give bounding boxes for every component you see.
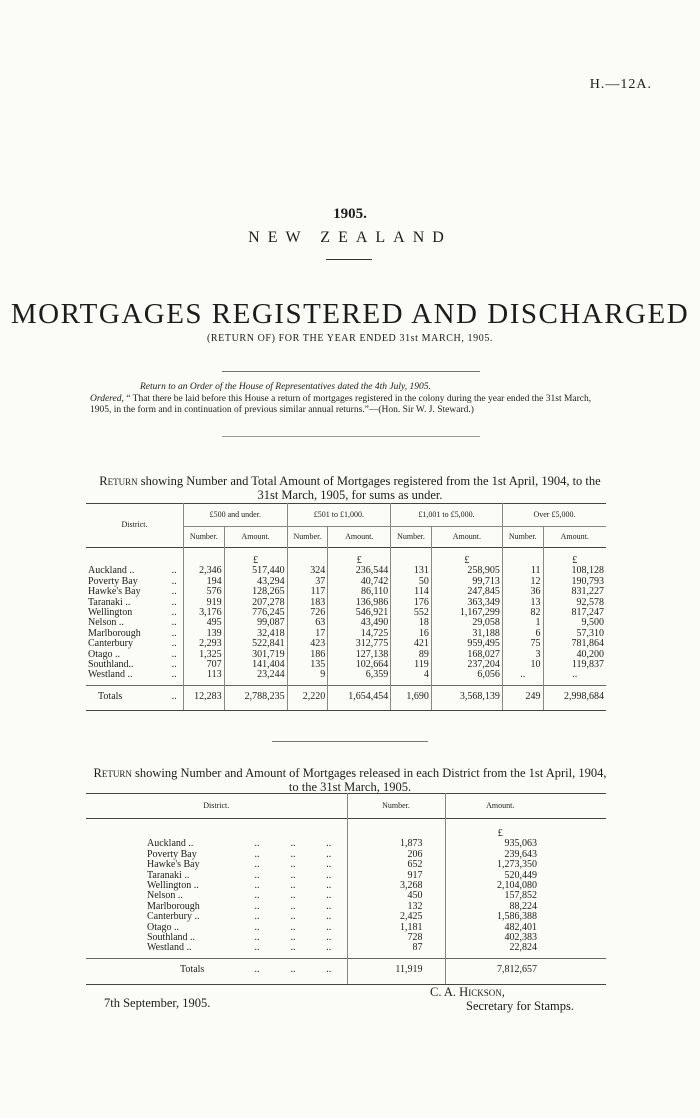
total-value: 11,919 (347, 958, 445, 984)
leader-dots: .. (326, 869, 332, 881)
cell-value: 831,227 (543, 587, 606, 597)
cell-value: 1,586,388 (445, 912, 555, 922)
amount-header: Amount. (445, 794, 555, 819)
order-return-line: Return to an Order of the House of Representatives dated the 4th July, 1905. (140, 382, 431, 392)
cell-value: 92,578 (543, 598, 606, 608)
cell-value: 3,268 (347, 881, 445, 891)
country-heading: NEW ZEALAND (248, 229, 452, 246)
district-name: Southland.. (88, 659, 134, 671)
cell-value: 6,056 (431, 670, 502, 685)
leader-dots: .. (326, 911, 332, 923)
leader-dots: .. (326, 932, 332, 944)
cell-value: 239,643 (445, 850, 555, 860)
leader-dots: .. (165, 685, 183, 710)
cell-value: 12 (502, 577, 543, 587)
table-row (86, 577, 606, 587)
district-name: Taranaki .. (88, 596, 131, 608)
cell-value: 1,167,299 (431, 608, 502, 618)
total-value: 249 (502, 685, 543, 710)
leader-dots: .. (290, 890, 296, 902)
cell-value: 1 (502, 618, 543, 628)
totals-label: Totals (86, 685, 165, 710)
district-name: Auckland .. (147, 838, 194, 850)
cell-value: 312,775 (328, 639, 391, 649)
district-name: Otago .. (88, 648, 120, 660)
number-header: Number. (502, 527, 543, 548)
total-value: 12,283 (184, 685, 225, 710)
cell-value: 89 (391, 650, 432, 660)
district-name: Otago .. (147, 921, 179, 933)
district-name: Marlborough (147, 900, 200, 912)
table1-caption-text: showing Number and Total Amount of Mortgages registered from the 1st April, 1904, to the 31st March, 1905, for sums as under. (137, 474, 601, 502)
total-value: 2,220 (287, 685, 328, 710)
leader-dots: .. (239, 958, 275, 984)
leader-dots: .. (171, 627, 177, 639)
cell-value: 781,864 (543, 639, 606, 649)
cell-value: 108,128 (543, 566, 606, 576)
cell-value: 135 (287, 660, 328, 670)
pound-sign: £ (431, 548, 502, 567)
district-header: District. (203, 800, 230, 810)
leader-dots: .. (254, 911, 260, 923)
cell-value: 324 (287, 566, 328, 576)
leader-dots: .. (171, 669, 177, 681)
leader-dots: .. (326, 838, 332, 850)
cell-value: 450 (347, 891, 445, 901)
cell-value: 139 (184, 629, 225, 639)
cell-value: 522,841 (224, 639, 287, 649)
leader-dots: .. (171, 638, 177, 650)
cell-value: 114 (391, 587, 432, 597)
cell-value: 6,359 (328, 670, 391, 685)
cell-value: 136,986 (328, 598, 391, 608)
leader-dots: .. (326, 942, 332, 954)
cell-value: 40,200 (543, 650, 606, 660)
total-value: 1,654,454 (328, 685, 391, 710)
cell-value: 247,845 (431, 587, 502, 597)
leader-dots: .. (290, 838, 296, 850)
table-row (86, 670, 606, 685)
cell-value: 40,742 (328, 577, 391, 587)
leader-dots: .. (254, 921, 260, 933)
district-header: District. (121, 520, 148, 530)
table-row (86, 660, 606, 670)
district-name: Hawke's Bay (147, 859, 200, 871)
table2-caption (90, 766, 610, 794)
table-row (86, 650, 606, 660)
cell-value: 57,310 (543, 629, 606, 639)
cell-value: 6 (502, 629, 543, 639)
number-header: Number. (184, 527, 225, 548)
group-header-1001-5000: £1,001 to £5,000. (391, 504, 503, 527)
number-header: Number. (287, 527, 328, 548)
table-row (86, 629, 606, 639)
cell-value: 652 (347, 860, 445, 870)
document-date: 7th September, 1905. (104, 996, 211, 1010)
table2-caption-text: showing Number and Amount of Mortgages released in each District from the 1st April, 1904, to the 31st March, 1905. (131, 766, 607, 794)
mortgages-released-table (86, 793, 606, 985)
leader-dots: .. (326, 890, 332, 902)
cell-value: 817,247 (543, 608, 606, 618)
divider (272, 741, 428, 742)
cell-value: 50 (391, 577, 432, 587)
leader-dots: .. (311, 958, 347, 984)
cell-value: 546,921 (328, 608, 391, 618)
leader-dots: .. (254, 848, 260, 860)
pound-sign: £ (445, 819, 555, 840)
district-name: Auckland .. (88, 565, 135, 577)
cell-value: 22,824 (445, 943, 555, 958)
district-name: Westland .. (147, 942, 192, 954)
cell-value: 131 (391, 566, 432, 576)
table1-caption (90, 474, 610, 502)
cell-value: 576 (184, 587, 225, 597)
cell-value: 132 (347, 902, 445, 912)
cell-value: 13 (502, 598, 543, 608)
total-value: 3,568,139 (431, 685, 502, 710)
cell-value: 917 (347, 871, 445, 881)
cell-value: 517,440 (224, 566, 287, 576)
order-label: Ordered, (90, 394, 124, 404)
leader-dots: .. (171, 617, 177, 629)
cell-value: 3,176 (184, 608, 225, 618)
leader-dots: .. (171, 596, 177, 608)
cell-value: .. (502, 670, 543, 685)
cell-value: 99,713 (431, 577, 502, 587)
district-name: Poverty Bay (147, 848, 197, 860)
table2-caption-lead: Return (93, 766, 132, 780)
signature-title: Secretary for Stamps. (466, 999, 574, 1013)
district-name: Southland .. (147, 932, 196, 944)
cell-value: 113 (184, 670, 225, 685)
leader-dots: .. (290, 869, 296, 881)
signature-name-text: C. A. Hickson, (430, 985, 505, 999)
divider (326, 259, 372, 260)
cell-value: 1,273,350 (445, 860, 555, 870)
signature-name (430, 985, 505, 1000)
cell-value: 206 (347, 850, 445, 860)
cell-value: 99,087 (224, 618, 287, 628)
leader-dots: .. (275, 958, 311, 984)
amount-header: Amount. (328, 527, 391, 548)
cell-value: 194 (184, 577, 225, 587)
cell-value: 552 (391, 608, 432, 618)
order-text: “ That there be laid before this House a return of mortgages registered in the colony during the year ended the 31st March, 1905, in the form and in continuation of previous similar annual returns.”—(Hon. Sir W. J. Steward.) (90, 394, 592, 415)
district-name: Canterbury .. (147, 911, 200, 923)
cell-value: 32,418 (224, 629, 287, 639)
leader-dots: .. (171, 607, 177, 619)
leader-dots: .. (326, 900, 332, 912)
cell-value: 1,873 (347, 839, 445, 849)
table-row (86, 608, 606, 618)
pound-sign: £ (224, 548, 287, 567)
cell-value: 31,188 (431, 629, 502, 639)
cell-value: 43,490 (328, 618, 391, 628)
cell-value: 495 (184, 618, 225, 628)
district-name: Wellington (88, 607, 133, 619)
page-subtitle: (RETURN OF) FOR THE YEAR ENDED 31st MARCH, 1905. (206, 333, 494, 344)
pound-sign: £ (543, 548, 606, 567)
leader-dots: .. (254, 942, 260, 954)
order-paragraph (90, 394, 610, 416)
cell-value: 37 (287, 577, 328, 587)
cell-value: 3 (502, 650, 543, 660)
leader-dots: .. (326, 880, 332, 892)
leader-dots: .. (254, 838, 260, 850)
leader-dots: .. (290, 932, 296, 944)
cell-value: 520,449 (445, 871, 555, 881)
pound-sign: £ (328, 548, 391, 567)
cell-value: 87 (347, 943, 445, 958)
cell-value: 127,138 (328, 650, 391, 660)
district-name: Canterbury (88, 638, 133, 650)
district-name: Westland .. (88, 669, 133, 681)
leader-dots: .. (290, 859, 296, 871)
table1-caption-lead: Return (99, 474, 138, 488)
cell-value: 935,063 (445, 839, 555, 849)
leader-dots: .. (326, 921, 332, 933)
cell-value: 2,425 (347, 912, 445, 922)
cell-value: 176 (391, 598, 432, 608)
district-name: Nelson .. (88, 617, 124, 629)
cell-value: 2,346 (184, 566, 225, 576)
cell-value: 2,104,080 (445, 881, 555, 891)
cell-value: 86,110 (328, 587, 391, 597)
total-value: 2,788,235 (224, 685, 287, 710)
district-name: Hawke's Bay (88, 586, 141, 598)
leader-dots: .. (254, 932, 260, 944)
cell-value: 9 (287, 670, 328, 685)
cell-value: 363,349 (431, 598, 502, 608)
leader-dots: .. (290, 900, 296, 912)
total-value: 7,812,657 (445, 958, 555, 984)
cell-value: 88,224 (445, 902, 555, 912)
totals-row (86, 685, 606, 710)
leader-dots: .. (254, 859, 260, 871)
cell-value: 157,852 (445, 891, 555, 901)
cell-value: 17 (287, 629, 328, 639)
cell-value: 190,793 (543, 577, 606, 587)
leader-dots: .. (171, 648, 177, 660)
cell-value: 128,265 (224, 587, 287, 597)
cell-value: 726 (287, 608, 328, 618)
cell-value: 919 (184, 598, 225, 608)
district-name: Nelson .. (147, 890, 183, 902)
amount-header: Amount. (543, 527, 606, 548)
amount-header: Amount. (224, 527, 287, 548)
cell-value: 402,383 (445, 933, 555, 943)
cell-value: 776,245 (224, 608, 287, 618)
totals-label: Totals (144, 958, 239, 984)
amount-header: Amount. (431, 527, 502, 548)
cell-value: 18 (391, 618, 432, 628)
cell-value: 4 (391, 670, 432, 685)
document-reference: H.—12A. (589, 77, 652, 92)
leader-dots: .. (290, 911, 296, 923)
currency-row (86, 548, 606, 567)
cell-value: 10 (502, 660, 543, 670)
cell-value: 186 (287, 650, 328, 660)
leader-dots: .. (254, 890, 260, 902)
group-header-501-1000: £501 to £1,000. (287, 504, 391, 527)
cell-value: 236,544 (328, 566, 391, 576)
cell-value: 183 (287, 598, 328, 608)
district-name: Taranaki .. (147, 869, 190, 881)
cell-value: 36 (502, 587, 543, 597)
currency-row (86, 819, 606, 840)
cell-value: 75 (502, 639, 543, 649)
table-row (86, 943, 606, 958)
mortgages-registered-table (86, 503, 606, 711)
leader-dots: .. (254, 869, 260, 881)
cell-value: 63 (287, 618, 328, 628)
cell-value: 482,401 (445, 923, 555, 933)
district-name: Wellington .. (147, 880, 199, 892)
cell-value: 102,664 (328, 660, 391, 670)
table-row (86, 618, 606, 628)
group-header-500-under: £500 and under. (184, 504, 288, 527)
group-header-over-5000: Over £5,000. (502, 504, 606, 527)
leader-dots: .. (290, 880, 296, 892)
leader-dots: .. (171, 575, 177, 587)
cell-value: 1,325 (184, 650, 225, 660)
leader-dots: .. (171, 586, 177, 598)
cell-value: 423 (287, 639, 328, 649)
divider (222, 371, 480, 372)
total-value: 1,690 (391, 685, 432, 710)
cell-value: 258,905 (431, 566, 502, 576)
table-row (86, 587, 606, 597)
leader-dots: .. (290, 921, 296, 933)
cell-value: 119,837 (543, 660, 606, 670)
leader-dots: .. (290, 942, 296, 954)
totals-row (86, 958, 606, 984)
document-year: 1905. (333, 206, 367, 222)
cell-value: 141,404 (224, 660, 287, 670)
cell-value: 23,244 (224, 670, 287, 685)
number-header: Number. (347, 794, 445, 819)
cell-value: 707 (184, 660, 225, 670)
cell-value: 14,725 (328, 629, 391, 639)
table-row (86, 598, 606, 608)
district-name: Poverty Bay (88, 575, 138, 587)
leader-dots: .. (290, 848, 296, 860)
leader-dots: .. (254, 900, 260, 912)
cell-value: 43,294 (224, 577, 287, 587)
district-name: Marlborough (88, 627, 141, 639)
cell-value: 11 (502, 566, 543, 576)
cell-value: 9,500 (543, 618, 606, 628)
cell-value: 119 (391, 660, 432, 670)
page-title: MORTGAGES REGISTERED AND DISCHARGED (10, 298, 690, 330)
cell-value: 728 (347, 933, 445, 943)
leader-dots: .. (326, 859, 332, 871)
table-row (86, 566, 606, 576)
cell-value: 1,181 (347, 923, 445, 933)
cell-value: 301,719 (224, 650, 287, 660)
leader-dots: .. (171, 659, 177, 671)
cell-value: 2,293 (184, 639, 225, 649)
cell-value: 959,495 (431, 639, 502, 649)
cell-value: 207,278 (224, 598, 287, 608)
cell-value: 82 (502, 608, 543, 618)
divider (222, 436, 480, 437)
cell-value: 421 (391, 639, 432, 649)
total-value: 2,998,684 (543, 685, 606, 710)
leader-dots: .. (326, 848, 332, 860)
table-row (86, 639, 606, 649)
cell-value: .. (543, 670, 606, 685)
cell-value: 117 (287, 587, 328, 597)
leader-dots: .. (254, 880, 260, 892)
cell-value: 168,027 (431, 650, 502, 660)
cell-value: 237,204 (431, 660, 502, 670)
cell-value: 29,058 (431, 618, 502, 628)
leader-dots: .. (171, 565, 177, 577)
cell-value: 16 (391, 629, 432, 639)
number-header: Number. (391, 527, 432, 548)
